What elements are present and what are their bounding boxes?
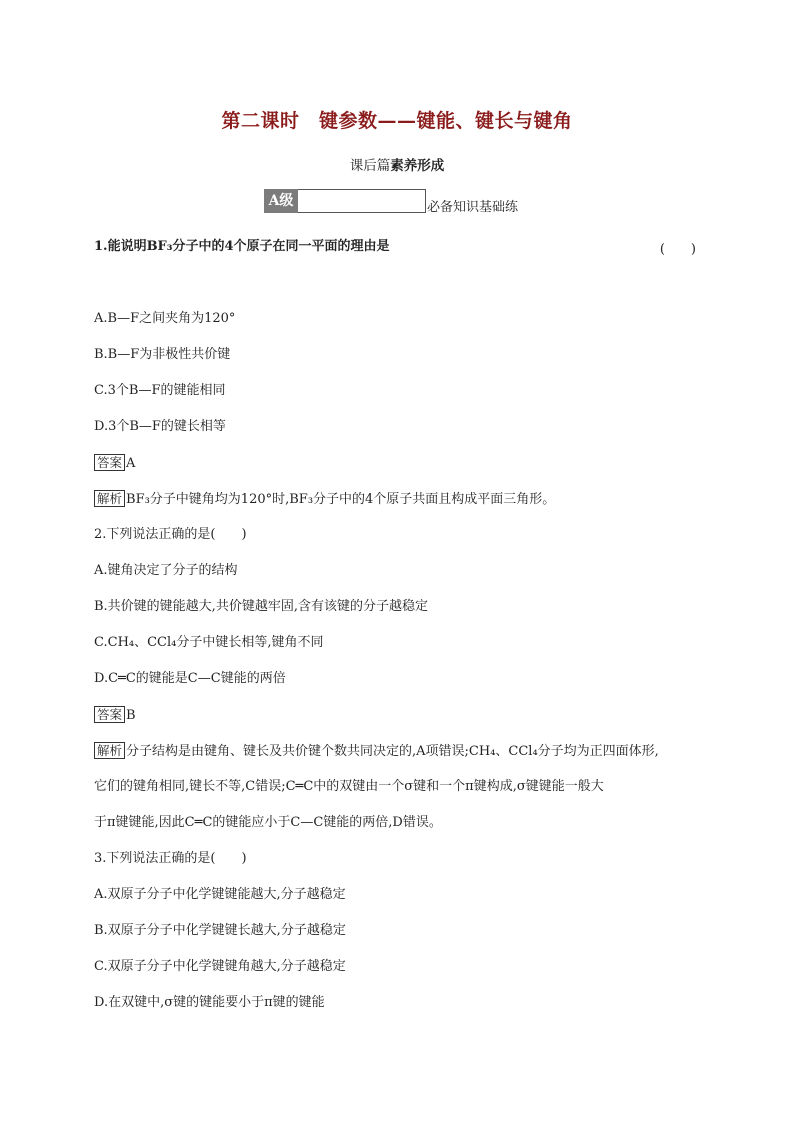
q1-answer-value: A (126, 456, 136, 471)
q2-answer-value: B (126, 708, 136, 723)
analysis-tag: 解析 (94, 490, 125, 507)
q3-option-d: D.在双键中,σ键的键能要小于π键的键能 (94, 995, 325, 1010)
answer-tag: 答案 (94, 706, 125, 723)
q2-option-b: B.共价键的键能越大,共价键越牢固,含有该键的分子越稳定 (94, 599, 428, 614)
q3-stem: 3.下列说法正确的是( ) (94, 851, 247, 866)
q2-analysis-line-3: 于π键键能,因此C═C的键能应小于C—C键能的两倍,D错误。 (94, 815, 442, 830)
q3-option-c: C.双原子分子中化学键键角越大,分子越稳定 (94, 959, 346, 974)
q2-option-c: C.CH₄、CCl₄分子中键长相等,键角不同 (94, 635, 324, 650)
subtitle-prefix: 课后篇 (349, 158, 391, 174)
q2-analysis-text-1: 分子结构是由键角、键长及共价键个数共同决定的,A项错误;CH₄、CCl₄分子均为正四面体形, (126, 744, 659, 759)
level-label: 必备知识基础练 (427, 200, 519, 215)
subtitle-strong: 素养形成 (390, 158, 445, 174)
q1-option-d: D.3个B—F的键长相等 (94, 419, 226, 434)
q2-analysis-line-1 (94, 742, 659, 761)
level-badge: A级 (264, 189, 298, 213)
q2-option-a: A.键角决定了分子的结构 (94, 563, 238, 578)
level-box (298, 189, 426, 213)
analysis-tag: 解析 (94, 742, 125, 759)
section-subtitle (0, 154, 794, 174)
q1-option-c: C.3个B—F的键能相同 (94, 383, 226, 398)
q2-stem: 2.下列说法正确的是( ) (94, 527, 247, 542)
q3-option-b: B.双原子分子中化学键键长越大,分子越稳定 (94, 923, 346, 938)
q1-answer-paren: ( ) (659, 242, 696, 257)
q2-option-d: D.C═C的键能是C—C键能的两倍 (94, 671, 286, 686)
q1-option-b: B.B—F为非极性共价键 (94, 347, 231, 362)
q2-analysis-line-2: 它们的键角相同,键长不等,C错误;C═C中的双键由一个σ键和一个π键构成,σ键键能一般大 (94, 779, 604, 794)
level-header (264, 188, 518, 216)
q1-analysis (94, 490, 555, 509)
q3-option-a: A.双原子分子中化学键键能越大,分子越稳定 (94, 887, 346, 902)
q1-stem: 1.能说明BF₃分子中的4个原子在同一平面的理由是 (94, 239, 390, 254)
q2-answer (94, 706, 136, 725)
q1-analysis-text: BF₃分子中键角均为120°时,BF₃分子中的4个原子共面且构成平面三角形。 (126, 492, 556, 507)
page-title: 第二课时 键参数——键能、键长与键角 (221, 110, 573, 132)
answer-tag: 答案 (94, 454, 125, 471)
q1-option-a: A.B—F之间夹角为120° (94, 311, 236, 326)
q1-answer (94, 454, 135, 473)
